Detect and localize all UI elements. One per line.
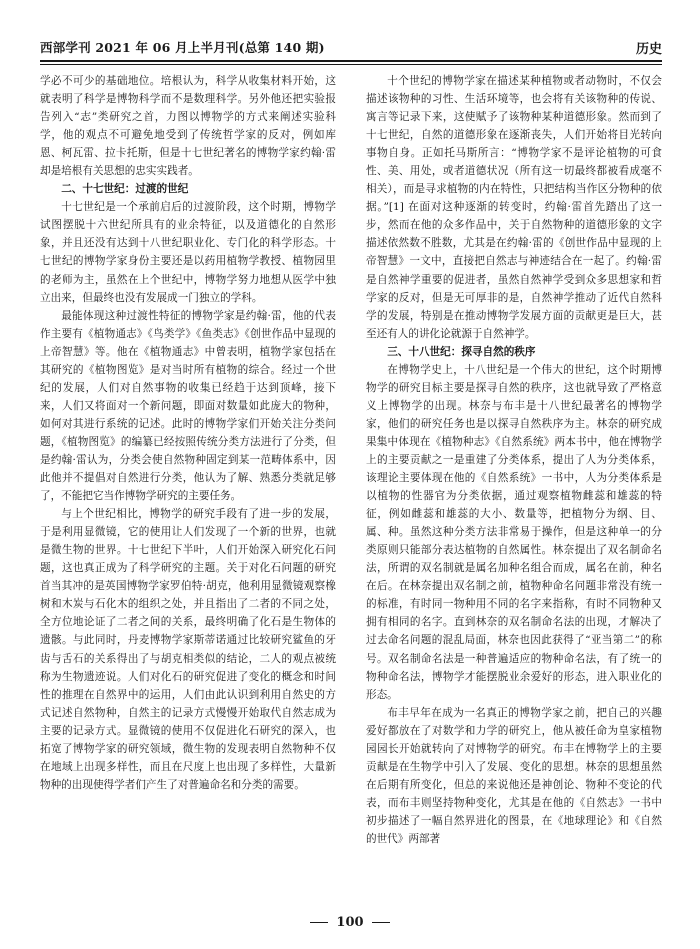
footer-dash-right [372,922,390,923]
body-paragraph: 与上个世纪相比，博物学的研究手段有了进一步的发展，于是利用显微镜，它的使用让人们发现了一个新的世界，也就是微生物的世界。十七世纪下半叶，人们开始深入研究化石问题，这也真正成为了科学研究的主题。关于对化石问题的研究首当其冲的是英国博物学家罗伯特·胡克，他利用显微镜观察橡树和木炭与石化木的组织之处，并且指出了二者的不同之处，全方位地论证了二者之间的关系，最终明确了化石是生物体的遗骸。与此同时，丹麦博物学家斯蒂诺通过比较研究鲨鱼的牙齿与舌石的关系得出了与胡克相类似的结论，二人的观点被统称为生物遗迹说。人们对化石的研究促进了变化的概念和时间性的推理在自然界中的运用，人们由此认识到利用自然史的方式记述自然物种，自然主的记录方式慢慢开始取代自然志成为主要的记录方式。显微镜的使用不仅促进化石研究的深入，也拓宽了博物学家的研究领域，微生物的发现表明自然物种不仅在地域上出现多样性，而且在尺度上也出现了多样性，大量新物种的出现使得学者们产生了对普遍命名和分类的需要。 [40,508,336,791]
section-name: 历史 [635,42,662,57]
running-header [40,38,662,60]
page-footer [0,915,700,930]
header-rule-thin [40,64,662,65]
journal-title: 西部学刊 2021 年 06 月上半月刊(总第 140 期) [40,40,325,55]
body-paragraph: 布丰早年在成为一名真正的博物学家之前，把自己的兴趣爱好都放在了对数学和力学的研究上，他从被任命为皇家植物园园长开始就转向了对博物学的研究。布丰在博物学上的主要贡献是在生物学中引入了发展、变化的思想。林奈的思想虽然在后期有所变化，但总的来说他还是神创论、物种不变论的代表，而布丰则坚持物种变化，尤其是在他的《自然志》一书中初步描述了一幅自然界进化的图景，在《地球理论》和《自然的世代》两部著 [366,706,662,845]
body-paragraph: 十个世纪的博物学家在描述某种植物或者动物时，不仅会描述该物种的习性、生活环境等，也会将有关该物种的传说、寓言等记录下来，这使赋予了该物种某种道德形象。然而到了十七世纪，自然的道德形象在逐渐丧失，人们开始将目光转向事物自身。正如托马斯所言：“博物学家不是评论植物的可食性、美、用处，或者道德状况（所有这一切最终都被看成毫不相关），而是寻求植物的内在特性，只把结构当作区分物种的依据。”[1] 在面对这种逐渐的转变时，约翰·雷首先踏出了这一步，然而在他的众多作品中，关于自然物种的道德形象的文字描述依然数不胜数，尤其是在约翰·雷的《创世作品中显现的上帝智慧》一文中，直接把自然志与神迹结合在一起了。约翰·雷是自然神学重要的促进者，虽然自然神学受到众多思想家和哲学家的反对，但是无可厚非的是，自然神学推动了近代自然科学的发展，特别是在推动博物学发展方面的贡献更是巨大，甚至还有人的讲化论就源于自然神学。 [366,75,662,340]
header-rule-thick [40,60,662,62]
page-number: 100 [336,915,364,930]
right-column [366,72,662,848]
left-column [40,72,336,794]
section-heading: 二、十七世纪：过渡的世纪 [61,183,189,196]
section-heading: 三、十八世纪：探寻自然的秩序 [387,345,536,358]
body-paragraph: 学必不可少的基础地位。培根认为，科学从收集材料开始，这就表明了科学是博物科学而不是数理科学。另外他还把实验报告列入“志”类研究之首，力图以博物学的方式来阐述实验科学，他的观点不可避免地受到了传统哲学家的反对，例如库恩、柯瓦雷、拉卡托斯，但是十七世纪著名的博物学家约翰·雷却是培根有关思想的忠实实践者。 [40,75,336,178]
body-paragraph: 最能体现这种过渡性特征的博物学家是约翰·雷，他的代表作主要有《植物通志》《鸟类学》《鱼类志》《创世作品中显现的上帝智慧》等。他在《植物通志》中曾表明，植物学家包括在其研究的《植物图览》是对当时所有植物的综合。经过一个世纪的发展，人们对自然事物的收集已经趋于达到顶峰，接下来，人们又将面对一个新问题，即面对数量如此庞大的物种，如何对其进行系统的记述。此时的博物学家们开始关注分类问题，《植物图览》的编纂已经按照传统分类方法进行了分类，但是约翰·雷认为，分类会使自然物种固定到某一范畴体系中，因此他并不提倡对自然进行分类，他认为了解、熟悉分类就足够了，不能把它当作博物学研究的主要任务。 [40,309,336,503]
footer-dash-left [310,922,328,923]
body-paragraph: 十七世纪是一个承前启后的过渡阶段，这个时期，博物学试图摆脱十六世纪所具有的业余特征，以及道德化的自然形象，并且还没有达到十八世纪职业化、专门化的科学形态。十七世纪的博物学家身份主要还是以药用植物学教授、植物园里的老师为主，虽然在上个世纪中，博物学努力地想从医学中独立出来，但最终也没有发展成一门独立的学科。 [40,201,336,304]
body-paragraph: 在博物学史上，十八世纪是一个伟大的世纪，这个时期博物学的研究目标主要是探寻自然的秩序，这也就导致了严格意义上博物学的出现。林奈与布丰是十八世纪最著名的博物学家，他们的研究任务也是以探寻自然秩序为主。林奈的研究成果集中体现在《植物种志》《自然系统》两本书中，他在博物学上的主要贡献之一是重建了分类体系，提出了人为分类体系，该理论主要体现在他的《自然系统》一书中，人为分类体系是以植物的性器官为分类依据，通过观察植物雌蕊和雄蕊的特征，例如雌蕊和雄蕊的大小、数量等，把植物分为纲、目、属、种。虽然这种分类方法非常易于操作，但是这种单一的分类原则只能部分表达植物的自然属性。林奈提出了双名制命名法，所谓的双名制就是属名加种名组合而成，属名在前，种名在后。在林奈提出双名制之前，植物种命名问题非常没有统一的标准，有时同一物种用不同的名字来指称，有时不同物种又拥有相同的名字。直到林奈的双名制命名法的出现，才解决了过去命名问题的混乱局面，林奈也因此获得了“亚当第二”的称号。双名制命名法是一种普遍适应的物种命名法，有了统一的物种命名法，博物学才能摆脱业余爱好的形态，进入职业化的形态。 [366,363,662,701]
